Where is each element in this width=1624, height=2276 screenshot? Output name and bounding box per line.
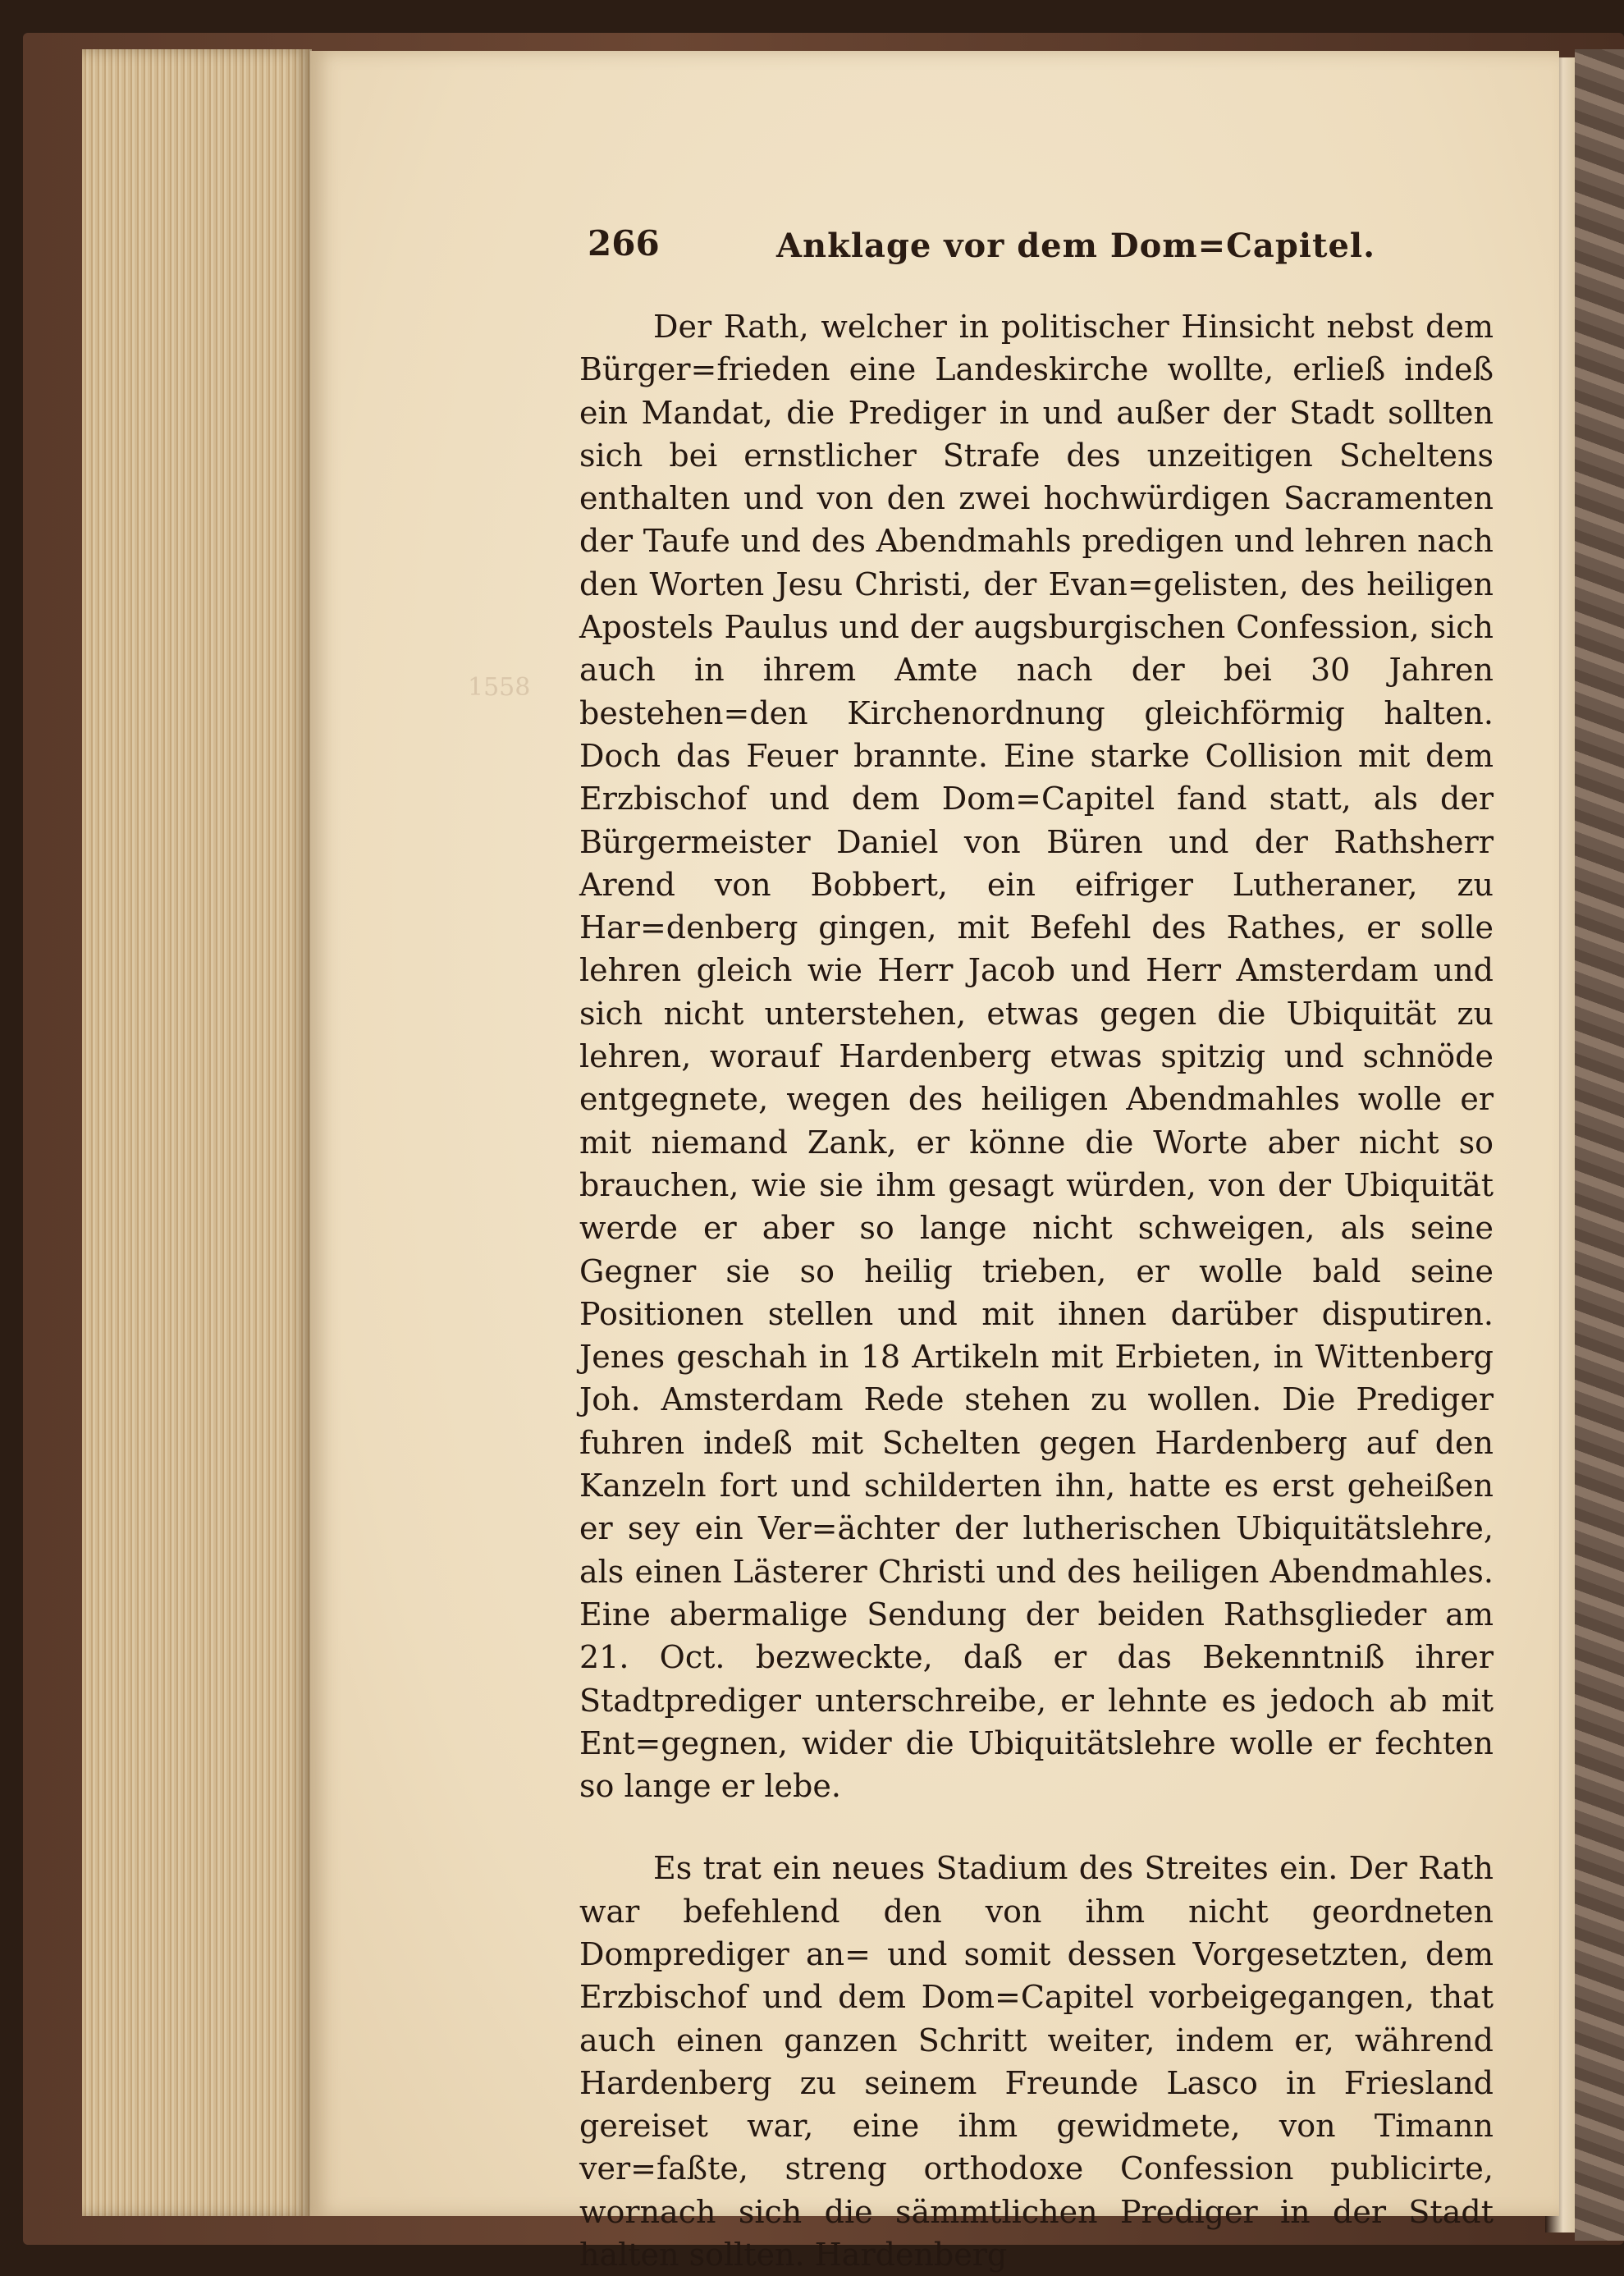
show-through-margin-mark: 1558 bbox=[468, 673, 531, 702]
paragraph-1: Der Rath, welcher in politischer Hinsicht nebst dem Bürger=frieden eine Landeskirche wollte, erließ indeß ein Mandat, die Prediger in und außer der Stadt sollten sich bei ernstlicher Strafe des unzeitigen Scheltens enthalten und von den zwei hochwürdigen Sacramenten der Taufe und des Abendmahls predigen und lehren nach den Worten Jesu Christi, der Evan=gelisten, des heiligen Apostels Paulus und der augsburgischen Confession, sich auch in ihrem Amte nach der bei 30 Jahren bestehen=den Kirchenordnung gleichförmig halten. Doch das Feuer brannte. Eine starke Collision mit dem Erzbischof und dem Dom=Capitel fand statt, als der Bürgermeister Daniel von Büren und der Rathsherr Arend von Bobbert, ein eifriger Lutheraner, zu Har=denberg gingen, mit Befehl des Rathes, er solle lehren gleich wie Herr Jacob und Herr Amsterdam und sich nicht unterstehen, etwas gegen die Ubiquität zu lehren, worauf Hardenberg etwas spitzig und schnöde entgegnete, wegen des heiligen Abendmahles wolle er mit niemand Zank, er könne die Worte aber nicht so brauchen, wie sie ihm gesagt würden, von der Ubiquität werde er aber so lange nicht schweigen, als seine Gegner sie so heilig trieben, er wolle bald seine Positionen stellen und mit ihnen darüber disputiren. Jenes geschah in 18 Artikeln mit Erbieten, in Wittenberg Joh. Amsterdam Rede stehen zu wollen. Die Prediger fuhren indeß mit Schelten gegen Hardenberg auf den Kanzeln fort und schilderten ihn, hatte es erst geheißen er sey ein Ver=ächter der lutherischen Ubiquitätslehre, als einen Lästerer Christi und des heiligen Abendmahles. Eine abermalige Sendung der beiden Rathsglieder am 21. Oct. bezweckte, daß er das Bekenntniß ihrer Stadtprediger unterschreibe, er lehnte es jedoch ab mit Ent=gegnen, wider die Ubiquitätslehre wolle er fechten so lange er lebe. bbox=[579, 309, 1494, 1805]
body-text bbox=[579, 305, 1494, 2276]
right-cover-marbled bbox=[1575, 49, 1624, 2241]
page-fore-edges bbox=[82, 49, 312, 2216]
page-header bbox=[588, 223, 1490, 272]
paragraph-2: Es trat ein neues Stadium des Streites ein. Der Rath war befehlend den von ihm nicht geordneten Domprediger an= und somit dessen Vorgesetzten, dem Erzbischof und dem Dom=Capitel vorbeigegangen, that auch einen ganzen Schritt weiter, indem er, während Hardenberg zu seinem Freunde Lasco in Friesland gereiset war, eine ihm gewidmete, von Timann ver=faßte, streng orthodoxe Confession publicirte, wornach sich die sämmtlichen Prediger in der Stadt halten sollten. Hardenberg bbox=[579, 1850, 1494, 2274]
running-title: Anklage vor dem Dom=Capitel. bbox=[776, 227, 1376, 265]
page-number: 266 bbox=[588, 223, 660, 263]
